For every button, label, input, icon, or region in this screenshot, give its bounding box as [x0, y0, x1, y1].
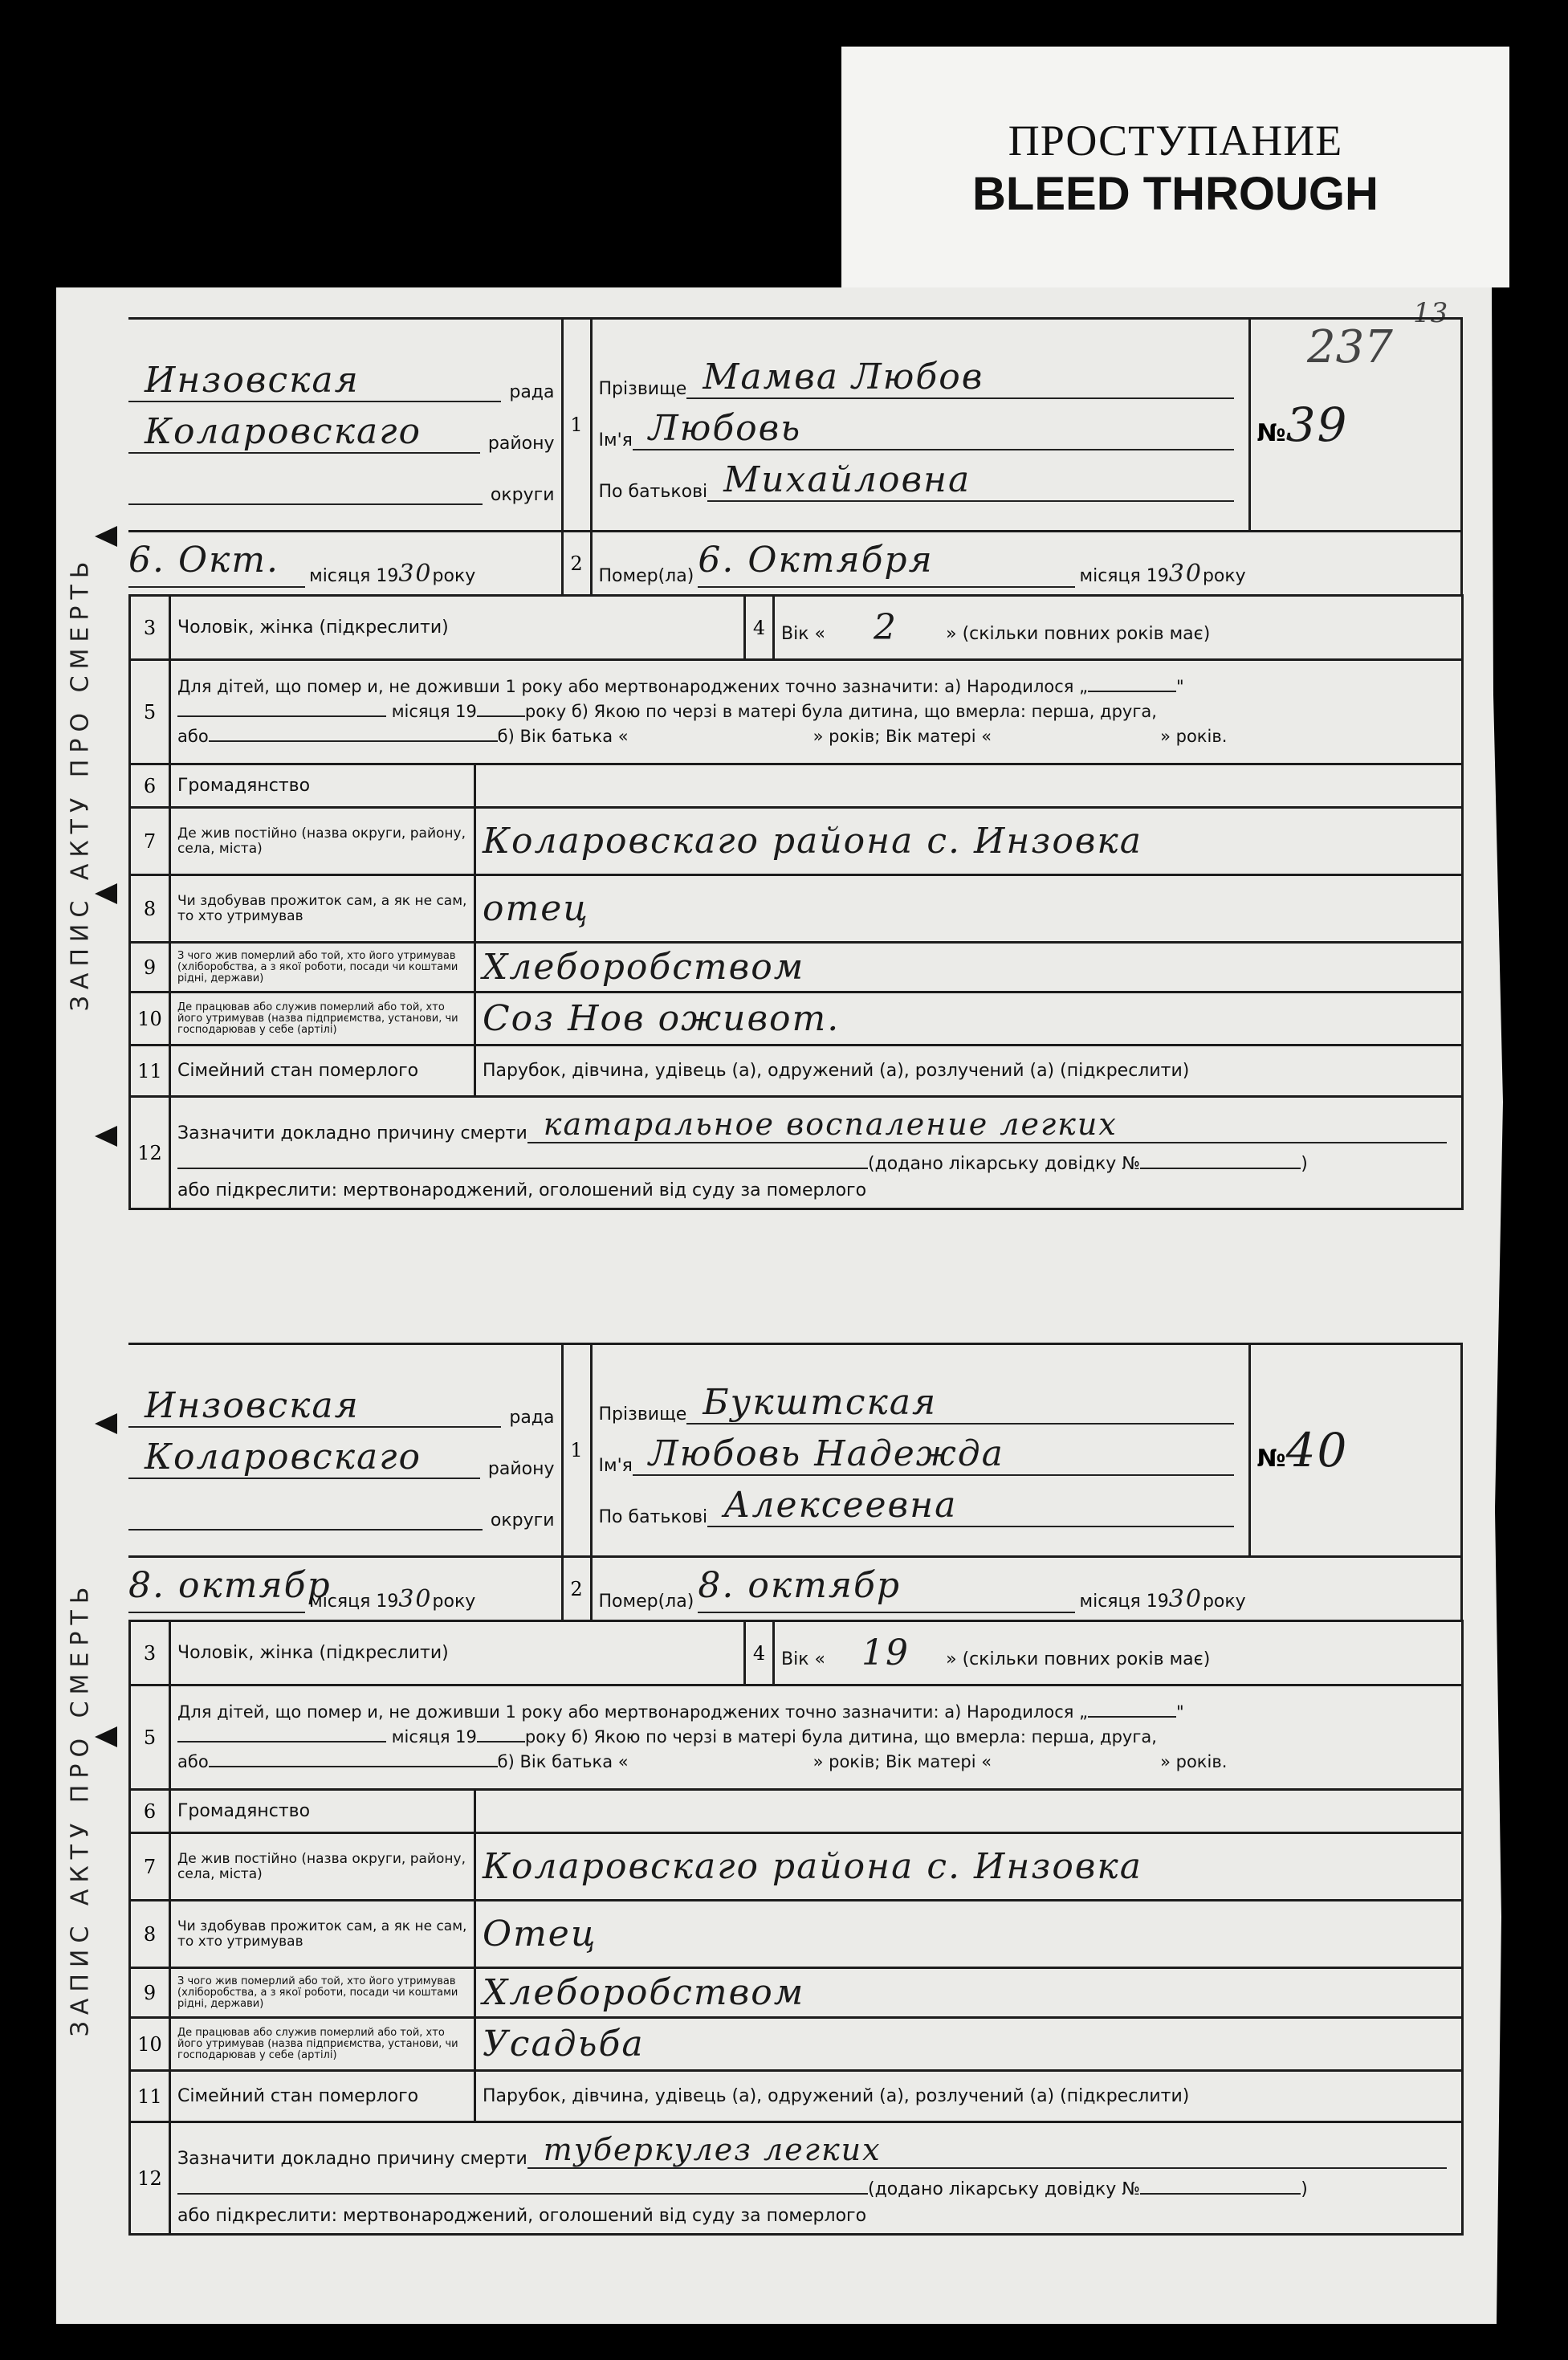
- sex-field: Чоловік, жінка (підкреслити): [170, 1621, 745, 1685]
- label-line-ru: ПРОСТУПАНИЕ: [1008, 116, 1343, 165]
- cause-of-death: Зазначити докладно причину смерти туберкулез легких (додано лікарську довідку № ) або підкреслити: мертвонароджений, оголошений від суду за померлого: [170, 2122, 1463, 2235]
- registry-cell: Инзовская рада Коларовскаго району округи: [128, 319, 562, 532]
- record-number: №39: [1249, 319, 1461, 532]
- child-info: Для дітей, що помер и, не доживши 1 року або мертвонароджених точно зазначити: а) Народилося „ " місяця 19 року б) Якою по черзі в матері була дитина, що вмерла: перша, друга, або б) Вік батька « » років; Вік матері « » років.: [170, 1685, 1463, 1790]
- age-field: Вік « 19 » (скільки повних років має): [774, 1621, 1463, 1685]
- name-value: Любовь: [648, 408, 802, 449]
- registry-cell: Инзовская рада Коларовскаго району округи: [128, 1344, 562, 1557]
- name-cell: Прізвище Мамва Любов Ім'я Любовь По батькові Михайловна: [591, 319, 1249, 532]
- sex-field: Чоловік, жінка (підкреслити): [170, 596, 745, 660]
- residence-value: Коларовскаго района с. Инзовка: [483, 821, 1142, 862]
- child-info: Для дітей, що помер и, не доживши 1 року або мертвонароджених точно зазначити: а) Народилося „ " місяця 19 року б) Якою по черзі в матері була дитина, що вмерла: перша, друга, або б) Вік батька « » років; Вік матері « » років.: [170, 660, 1463, 764]
- surname-value: Мамва Любов: [703, 357, 984, 397]
- bleed-through-label: [841, 47, 1509, 287]
- page-mark-sup: 13: [1413, 297, 1448, 329]
- registration-date: 6. Окт. місяця 1930року: [128, 532, 562, 596]
- side-title: ЗАПИС АКТУ ПРО СМЕРТЬ: [66, 1580, 95, 2036]
- name-cell: Прізвище Букштская Ім'я Любовь Надежда По батькові Алексеевна: [591, 1344, 1249, 1557]
- age-field: Вік « 2 » (скільки повних років має): [774, 596, 1463, 660]
- page-mark: 237: [1307, 321, 1393, 373]
- death-date: Помер(ла) 8. октябр місяця 1930року: [591, 1557, 1461, 1621]
- death-record-2: Инзовская рада Коларовскаго району округи 1 Прізвище Букштская Ім'я Любовь Надежда По батькові Алексеевна №40 8. октябр місяця 1930року 2 Помер(ла) 8. октябр місяця 1930року 3 Чоловік, жінка (підкреслити) 4 Вік « 19 » (скільки повних років має) 5 Для дітей, що помер и, не доживши 1 року або мертвонароджених точно зазначити: а) Народилося „ " місяця 19 року б) Якою по черзі в матері була дитина, що вмерла: перша, друга, або б) Вік батька « » років; Вік матері « » років. 6 Громадянство 7 Де жив постійно (назва округи, району, села, міста) Коларовскаго района с. Инзовка 8 Чи здобував прожиток сам, а як не сам, то хто утримував Отец 9 З чого жив померлий або той, хто його утримував (хліборобства, а з якої роботи, посади чи коштами рідні, держави) Хлеборобством 10 Де працював або служив померлий або той, хто його утримував (назва підприємства, установи, чи господарював у себе (артілі) Усадьба 11 Сімейний стан померлого Парубок, дівчина, удівець (а), одружений (а), розлучений (а) (підкреслити) 12 Зазначити докладно причину смерти туберкулез легких (додано лікарську довідку № ) або підкреслити: мертвонароджений, оголошений від суду за померлого: [128, 1343, 1461, 2236]
- label-line-en: BLEED THROUGH: [972, 168, 1379, 220]
- patronymic-value: Алексеевна: [723, 1485, 958, 1526]
- patronymic-value: Михайловна: [723, 459, 971, 500]
- surname-value: Букштская: [703, 1382, 938, 1423]
- cause-of-death: Зазначити докладно причину смерти катаральное воспаление легких (додано лікарську довідку № ) або підкреслити: мертвонароджений, оголошений від суду за померлого: [170, 1097, 1463, 1209]
- death-record-1: Инзовская рада Коларовскаго району округи 1 Прізвище Мамва Любов Ім'я Любовь По батькові Михайловна №39 6. Окт. місяця 1930року 2 Помер(ла) 6. Октября місяця 1930року 3 Чоловік, жінка (підкреслити) 4 Вік « 2 » (скільки повних років має) 5 Для дітей, що помер и, не доживши 1 року або мертвонароджених точно зазначити: а) Народилося „ " місяця 19 року б) Якою по черзі в матері була дитина, що вмерла: перша, друга, або б) Вік батька « » років; Вік матері « » років. 6 Громадянство 7 Де жив постійно (назва округи, району, села, міста) Коларовскаго района с. Инзовка 8 Чи здобував прожиток сам, а як не сам, то хто утримував отец 9 З чого жив померлий або той, хто його утримував (хліборобства, а з якої роботи, посади чи коштами рідні, держави) Хлеборобством 10 Де працював або служив померлий або той, хто його утримував (назва підприємства, установи, чи господарював у себе (артілі) Соз Нов оживот. 11 Сімейний стан померлого Парубок, дівчина, удівець (а), одружений (а), розлучений (а) (підкреслити) 12 Зазначити докладно причину смерти катаральное воспаление легких (додано лікарську довідку № ) або підкреслити: мертвонароджений, оголошений від суду за померлого: [128, 317, 1461, 1210]
- record-number: №40: [1249, 1344, 1461, 1557]
- side-title: ЗАПИС АКТУ ПРО СМЕРТЬ: [66, 555, 95, 1011]
- death-date: Помер(ла) 6. Октября місяця 1930року: [591, 532, 1461, 596]
- residence-value: Коларовскаго района с. Инзовка: [483, 1846, 1142, 1887]
- name-value: Любовь Надежда: [648, 1433, 1004, 1474]
- registration-date: 8. октябр місяця 1930року: [128, 1557, 562, 1621]
